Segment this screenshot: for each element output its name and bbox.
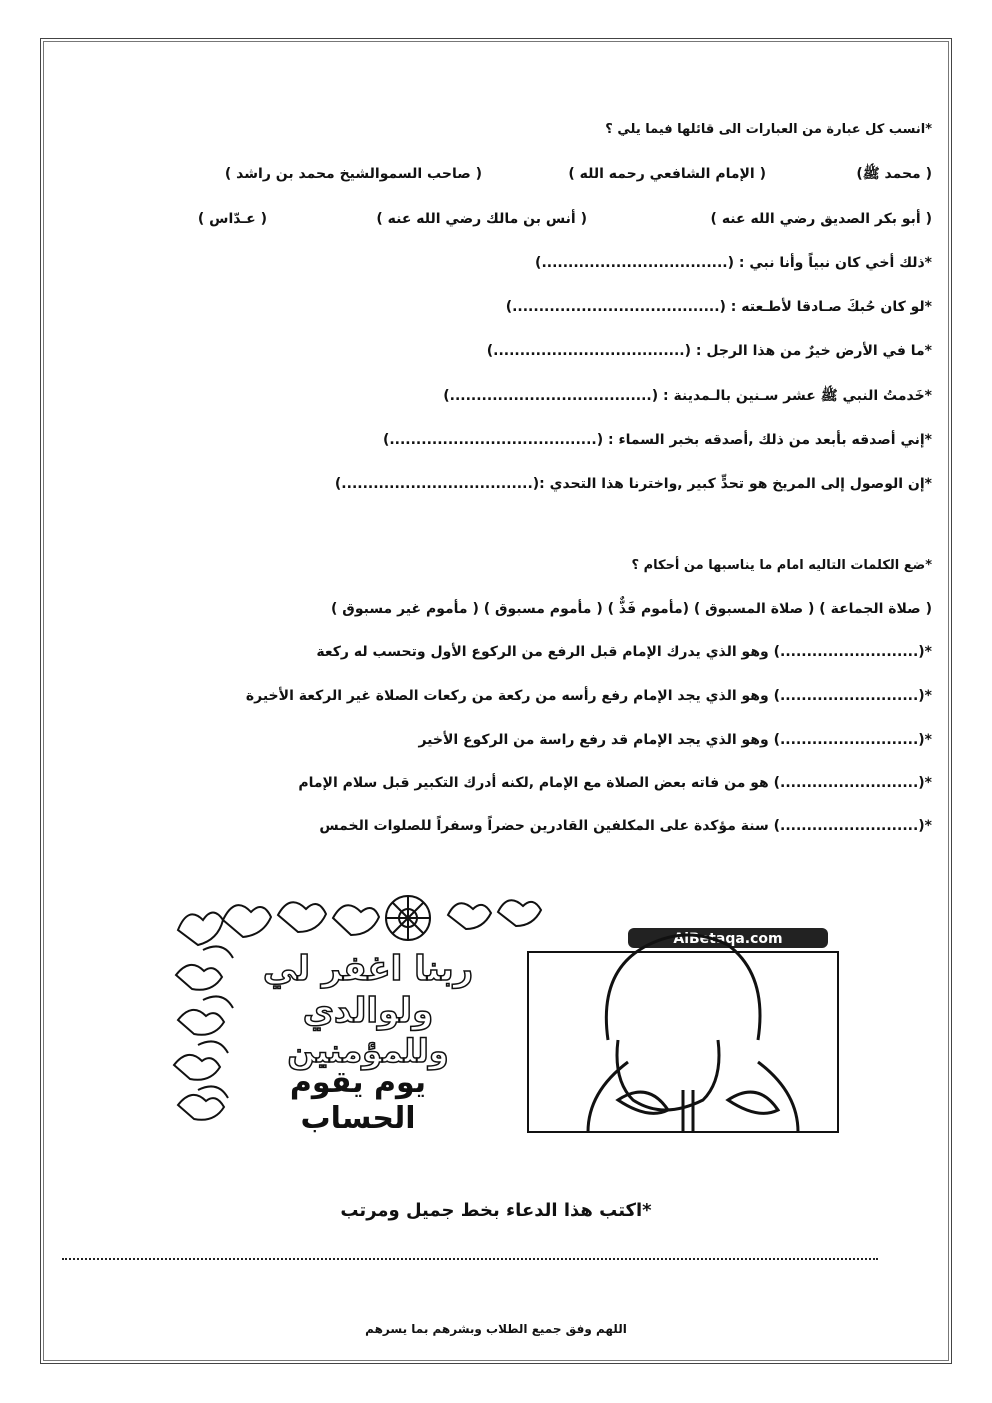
ruling-item: *(..........................) وهو الذي يجد الإمام قد رفع راسة من الركوع الأخير: [418, 732, 932, 748]
option-speaker: ( الإمام الشافعي رحمه الله ): [568, 166, 766, 182]
statement-line: *ما في الأرض خيرٌ من هذا الرجل : (....................................): [486, 343, 932, 359]
ruling-item: *(..........................) هو من فاته بعض الصلاة مع الإمام ,لكنه أدرك التكبير قبل سلام الإمام: [298, 775, 932, 791]
section1-instruction: *انسب كل عبارة من العبارات الى قائلها فيما يلي ؟: [605, 122, 932, 137]
statement-line: *خَدمتُ النبي ﷺ عشر سـنين بالـمدينة : (......................................): [443, 388, 932, 404]
writing-line[interactable]: [62, 1258, 878, 1260]
dua-line: الحساب: [300, 1101, 416, 1136]
dua-line: ولوالدي: [302, 991, 434, 1031]
statement-line: *ذلك أخي كان نبياً وأنا نبي : (...................................): [535, 255, 932, 271]
praying-boy-icon: [528, 935, 838, 1132]
ruling-item: *(..........................) وهو الذي يجد الإمام رفع رأسه من ركعة من ركعات الصلاة غير الركعة الأخيرة: [245, 688, 932, 704]
option-speaker: ( صاحب السموالشيخ محمد بن راشد ): [224, 166, 482, 182]
dua-coloring-picture: [168, 890, 848, 1140]
option-speaker: ( أبو بكر الصديق رضي الله عنه ): [710, 211, 932, 227]
footer-dua: اللهم وفق جميع الطلاب وبشرهم بما يسرهم: [365, 1322, 627, 1336]
dua-line: وللمؤمنين: [287, 1032, 449, 1070]
statement-line: *إني أصدقه بأبعد من ذلك ,أصدقه بخبر السماء : (.......................................): [382, 432, 932, 448]
word-bank: ( صلاة الجماعة ) ( صلاة المسبوق ) (مأموم فَذٌّ ) ( مأموم مسبوق ) ( مأموم غير مسبوق ): [331, 601, 932, 617]
ruling-item: *(..........................) وهو الذي يدرك الإمام قبل الرفع من الركوع الأول وتحسب له ركعة: [316, 644, 932, 660]
section2-instruction: *ضع الكلمات التاليه امام ما يناسبها من أحكام ؟: [631, 558, 932, 573]
option-speaker: ( عـدّاس ): [197, 211, 267, 227]
statement-line: *إن الوصول إلى المريخ هو تحدٍّ كبير ,واخترنا هذا التحدي :(....................................): [334, 476, 932, 492]
flower-icon: [386, 896, 430, 940]
statement-line: *لو كان حُبكَ صـادقا لأطـعته : (.......................................): [505, 299, 932, 315]
dua-line: يوم يقوم: [289, 1065, 427, 1100]
option-speaker: ( أنس بن مالك رضي الله عنه ): [376, 211, 587, 227]
option-speaker: ( محمد ﷺ): [856, 166, 932, 182]
ruling-item: *(..........................) سنة مؤكدة على المكلفين القادرين حضراً وسفراً للصلوات الخمس: [319, 818, 932, 834]
site-label: AlBetaqa.com: [673, 931, 783, 947]
dua-line: ربنا اغفر لي: [262, 949, 474, 989]
writing-prompt: *اكتب هذا الدعاء بخط جميل ومرتب: [340, 1200, 652, 1221]
